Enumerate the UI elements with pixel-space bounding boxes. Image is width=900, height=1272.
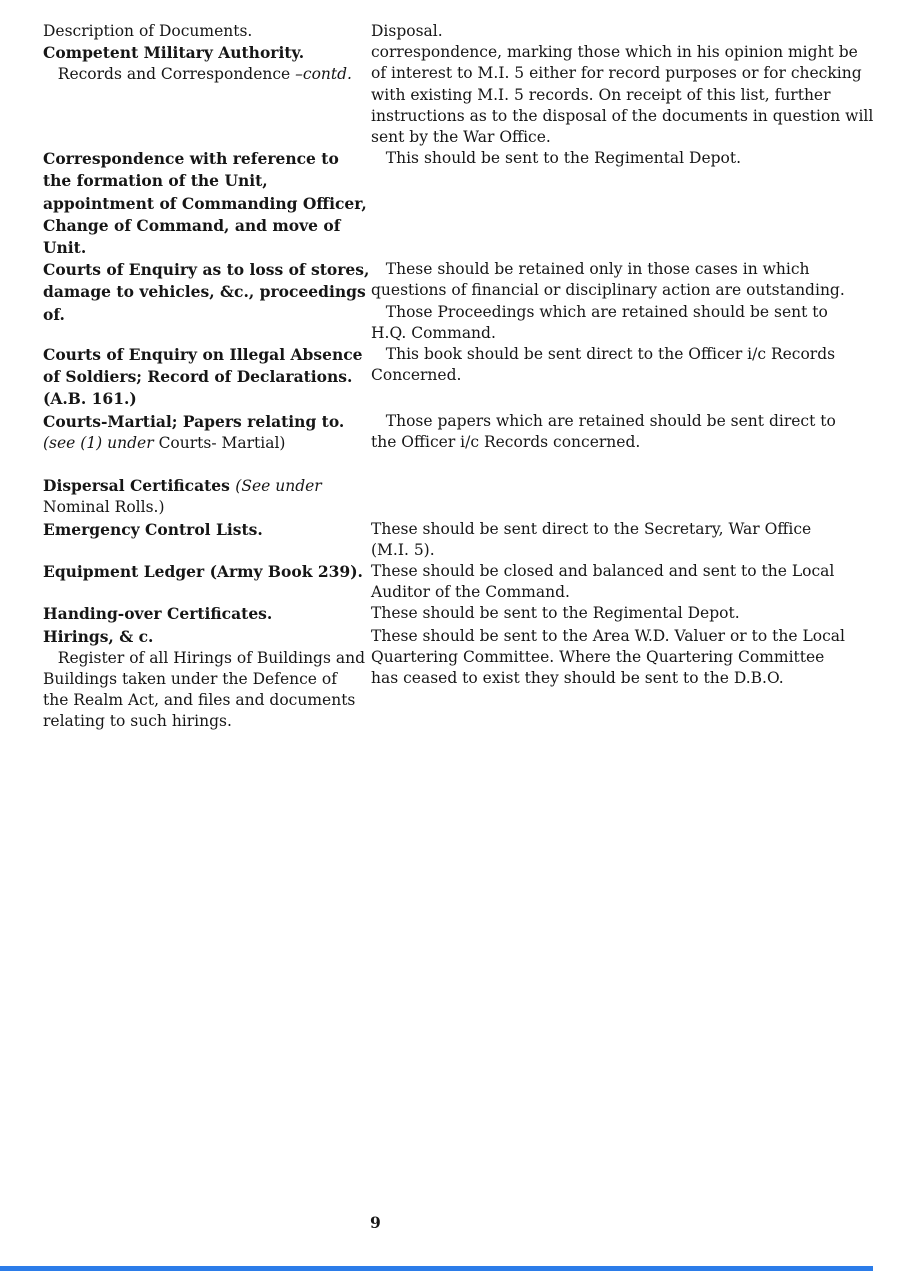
text-segment: Nominal Rolls.) xyxy=(43,498,165,517)
left-cell xyxy=(43,42,371,85)
text-segment: (M.I. 5). xyxy=(371,540,435,559)
table-row xyxy=(43,344,876,411)
text-line xyxy=(371,148,876,169)
text-segment: appointment of Commanding Officer, xyxy=(43,193,367,213)
text-segment: has ceased to exist they should be sent to the D.B.O. xyxy=(371,669,784,688)
text-segment: –contd. xyxy=(295,65,352,84)
text-segment: the formation of the Unit, xyxy=(43,171,268,191)
text-line xyxy=(371,85,876,106)
table-row xyxy=(43,561,876,603)
text-line xyxy=(43,193,371,215)
text-segment: These should be sent to the Area W.D. Valuer or to the Local xyxy=(371,626,845,645)
table-row xyxy=(43,626,876,733)
text-segment: (see (1) under xyxy=(43,433,159,452)
table-row xyxy=(43,519,876,561)
text-line xyxy=(43,42,371,64)
text-line xyxy=(43,366,371,388)
text-segment: instructions as to the disposal of the documents in question will xyxy=(371,106,874,125)
text-segment: Courts of Enquiry on Illegal Absence xyxy=(43,345,363,365)
text-segment: Hirings, & c. xyxy=(43,626,154,646)
text-line xyxy=(371,302,876,323)
text-line xyxy=(43,281,371,303)
text-line xyxy=(43,519,371,541)
right-cell xyxy=(371,519,876,561)
right-cell xyxy=(371,561,876,603)
left-cell xyxy=(43,411,371,454)
right-cell xyxy=(371,42,876,148)
text-segment: Auditor of the Command. xyxy=(371,583,570,602)
text-line xyxy=(371,603,876,624)
text-segment: These should be sent direct to the Secretary, War Office xyxy=(371,519,812,538)
text-line xyxy=(43,561,371,583)
text-segment: Courts- Martial) xyxy=(158,433,286,452)
left-cell xyxy=(43,561,371,583)
left-cell xyxy=(43,626,371,733)
text-segment: Register of all Hirings of Buildings and xyxy=(43,648,365,667)
text-line xyxy=(371,259,876,280)
table-row xyxy=(43,475,876,518)
text-line xyxy=(371,411,876,432)
text-segment: questions of financial or disciplinary action are outstanding. xyxy=(371,281,845,300)
text-line xyxy=(371,561,876,582)
text-segment: These should be closed and balanced and sent to the Local xyxy=(371,562,835,581)
text-line xyxy=(43,475,371,497)
left-cell xyxy=(43,148,371,259)
text-segment: This should be sent to the Regimental Depot. xyxy=(371,149,742,168)
text-segment: of. xyxy=(43,304,65,324)
left-cell xyxy=(43,603,371,625)
text-segment: the Officer i/c Records concerned. xyxy=(371,432,641,451)
right-cell xyxy=(371,411,876,453)
table-row xyxy=(43,259,876,344)
text-line xyxy=(43,669,371,690)
text-segment: of Soldiers; Record of Declarations. xyxy=(43,367,353,387)
text-line xyxy=(371,63,876,84)
left-cell xyxy=(43,475,371,518)
text-segment: This book should be sent direct to the Officer i/c Records xyxy=(371,345,836,364)
text-segment: Equipment Ledger (Army Book 239). xyxy=(43,562,363,582)
text-segment: Courts of Enquiry as to loss of stores, xyxy=(43,260,370,280)
text-line xyxy=(371,540,876,561)
entries xyxy=(43,42,876,732)
text-segment: Correspondence with reference to xyxy=(43,149,339,169)
text-line xyxy=(371,344,876,365)
text-line xyxy=(43,648,371,669)
document-page xyxy=(43,21,876,733)
text-segment: Dispersal Certificates xyxy=(43,476,236,496)
right-cell xyxy=(371,148,876,169)
text-segment: the Realm Act, and files and documents xyxy=(43,691,356,710)
text-line xyxy=(43,304,371,326)
text-segment: Change of Command, and move of xyxy=(43,215,341,235)
right-column-header: Disposal. xyxy=(371,22,443,40)
right-cell xyxy=(371,603,876,624)
text-segment: relating to such hirings. xyxy=(43,712,232,731)
text-segment: These should be sent to the Regimental Depot. xyxy=(371,604,740,623)
text-segment: Competent Military Authority. xyxy=(43,43,305,63)
text-segment: Unit. xyxy=(43,238,87,258)
text-line xyxy=(43,497,371,518)
table-header-row xyxy=(43,21,876,42)
table-row xyxy=(43,411,876,454)
text-line xyxy=(371,668,876,689)
table-row xyxy=(43,148,876,259)
table-row xyxy=(43,603,876,625)
text-segment: (A.B. 161.) xyxy=(43,389,137,409)
text-line xyxy=(43,690,371,711)
text-line xyxy=(371,432,876,453)
text-line xyxy=(371,365,876,386)
text-line xyxy=(43,603,371,625)
text-segment: Buildings taken under the Defence of xyxy=(43,670,337,689)
text-line xyxy=(371,106,876,127)
text-segment: correspondence, marking those which in his opinion might be xyxy=(371,43,858,62)
text-line xyxy=(43,711,371,732)
text-segment: Courts-Martial; Papers relating to. xyxy=(43,411,345,431)
text-segment: Records and Correspondence xyxy=(43,65,296,84)
left-cell xyxy=(43,344,371,411)
text-segment: Quartering Committee. Where the Quartering Committee xyxy=(371,647,825,666)
text-line xyxy=(371,127,876,148)
text-line xyxy=(371,280,876,301)
text-line xyxy=(43,259,371,281)
left-column-header: Description of Documents. xyxy=(43,22,253,40)
text-segment: Emergency Control Lists. xyxy=(43,519,263,539)
text-line xyxy=(43,148,371,170)
right-cell xyxy=(371,259,876,344)
text-line xyxy=(371,582,876,603)
text-segment: Concerned. xyxy=(371,366,462,385)
text-segment: sent by the War Office. xyxy=(371,128,551,147)
text-segment: of interest to M.I. 5 either for record purposes or for checking xyxy=(371,64,862,83)
text-line xyxy=(43,215,371,237)
right-cell xyxy=(371,475,876,476)
bottom-accent-bar xyxy=(0,1266,873,1271)
text-line xyxy=(371,519,876,540)
right-cell xyxy=(371,344,876,386)
text-line xyxy=(371,323,876,344)
page-number: 9 xyxy=(370,1213,381,1232)
table-row xyxy=(43,42,876,148)
text-line xyxy=(43,64,371,85)
text-line xyxy=(371,42,876,63)
right-cell xyxy=(371,626,876,690)
text-segment: with existing M.I. 5 records. On receipt of this list, further xyxy=(371,85,831,104)
left-cell xyxy=(43,519,371,541)
text-line xyxy=(371,626,876,647)
text-segment: (See under xyxy=(235,477,322,496)
text-segment: H.Q. Command. xyxy=(371,323,496,342)
text-line xyxy=(43,344,371,366)
text-segment: Those papers which are retained should be sent direct to xyxy=(371,411,836,430)
text-line xyxy=(43,388,371,410)
text-line xyxy=(43,170,371,192)
text-line xyxy=(43,237,371,259)
text-line xyxy=(43,626,371,648)
text-line xyxy=(371,647,876,668)
left-cell xyxy=(43,259,371,326)
text-segment: Those Proceedings which are retained should be sent to xyxy=(371,302,828,321)
text-segment: These should be retained only in those cases in which xyxy=(371,260,810,279)
text-line xyxy=(43,433,371,454)
text-segment: Handing-over Certificates. xyxy=(43,604,273,624)
text-segment: damage to vehicles, &c., proceedings xyxy=(43,282,366,302)
text-line xyxy=(43,411,371,433)
